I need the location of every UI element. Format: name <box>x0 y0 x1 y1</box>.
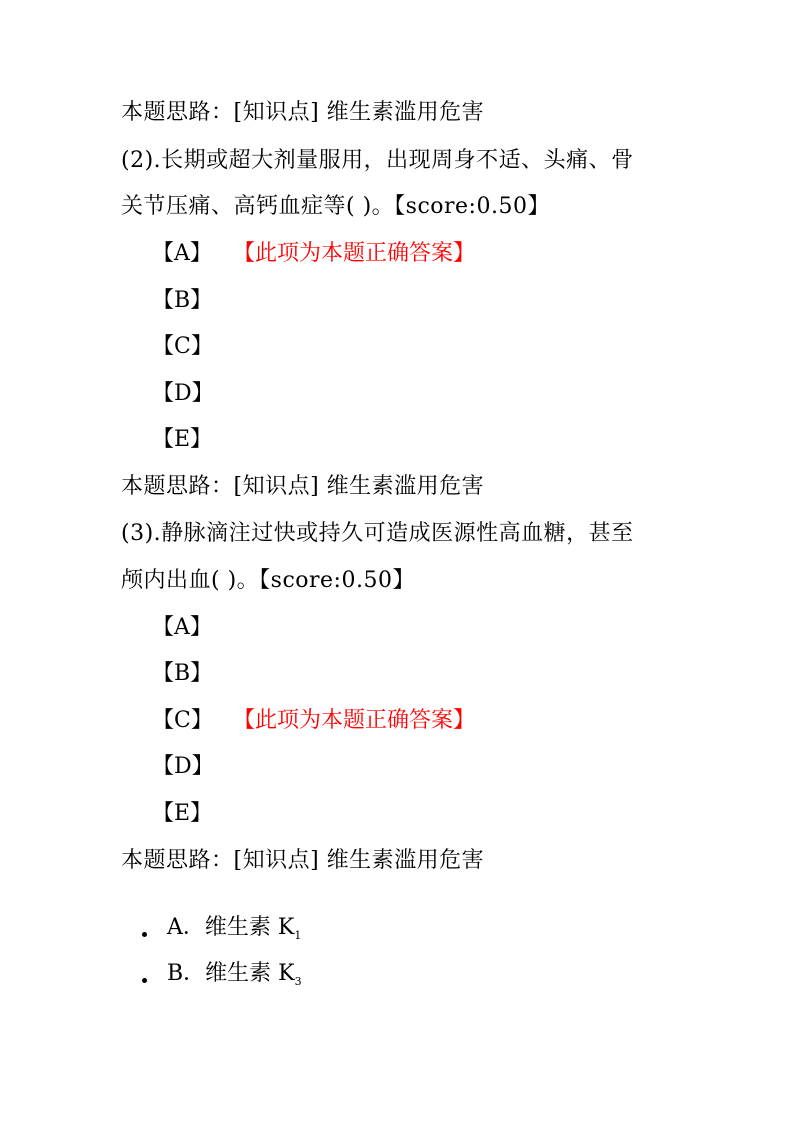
q2-stem-line2: 关节压痛、高钙血症等( )。【score:0.50】 <box>121 194 550 219</box>
q3-option-b: 【B】 <box>152 661 213 686</box>
q2-option-d: 【D】 <box>152 381 214 406</box>
q3-correct-note: 【此项为本题正确答案】 <box>233 708 476 733</box>
answer-item-text <box>167 959 302 997</box>
q2-option-e: 【E】 <box>152 427 213 452</box>
q3-option-c: 【C】 <box>152 708 213 733</box>
answer-item-subscript: 3 <box>294 975 302 988</box>
bullet-icon <box>142 978 147 983</box>
q2-option-c: 【C】 <box>152 334 213 359</box>
q1-thinking: 本题思路：[知识点] 维生素滥用危害 <box>121 100 485 125</box>
q3-stem-line1: (3).静脉滴注过快或持久可造成医源性高血糖，甚至 <box>121 521 634 546</box>
answer-item-prefix: A．维生素 K <box>167 915 295 940</box>
q2-thinking: 本题思路：[知识点] 维生素滥用危害 <box>121 474 485 499</box>
q3-option-a: 【A】 <box>152 615 212 640</box>
answer-list-item-a <box>142 913 301 951</box>
answer-item-text <box>167 913 301 951</box>
bullet-icon <box>142 932 147 937</box>
q2-option-b: 【B】 <box>152 288 213 313</box>
answer-item-prefix: B．维生素 K <box>167 961 295 986</box>
q2-correct-note: 【此项为本题正确答案】 <box>233 241 476 266</box>
q3-stem-line2: 颅内出血( )。【score:0.50】 <box>121 568 415 593</box>
q3-option-d: 【D】 <box>152 754 214 779</box>
answer-list-item-b <box>142 959 302 997</box>
q2-stem-line1: (2).长期或超大剂量服用，出现周身不适、头痛、骨 <box>121 148 634 173</box>
q2-option-a: 【A】 <box>152 241 212 266</box>
q3-thinking: 本题思路：[知识点] 维生素滥用危害 <box>121 848 485 873</box>
q3-option-e: 【E】 <box>152 801 213 826</box>
answer-item-subscript: 1 <box>294 929 302 942</box>
